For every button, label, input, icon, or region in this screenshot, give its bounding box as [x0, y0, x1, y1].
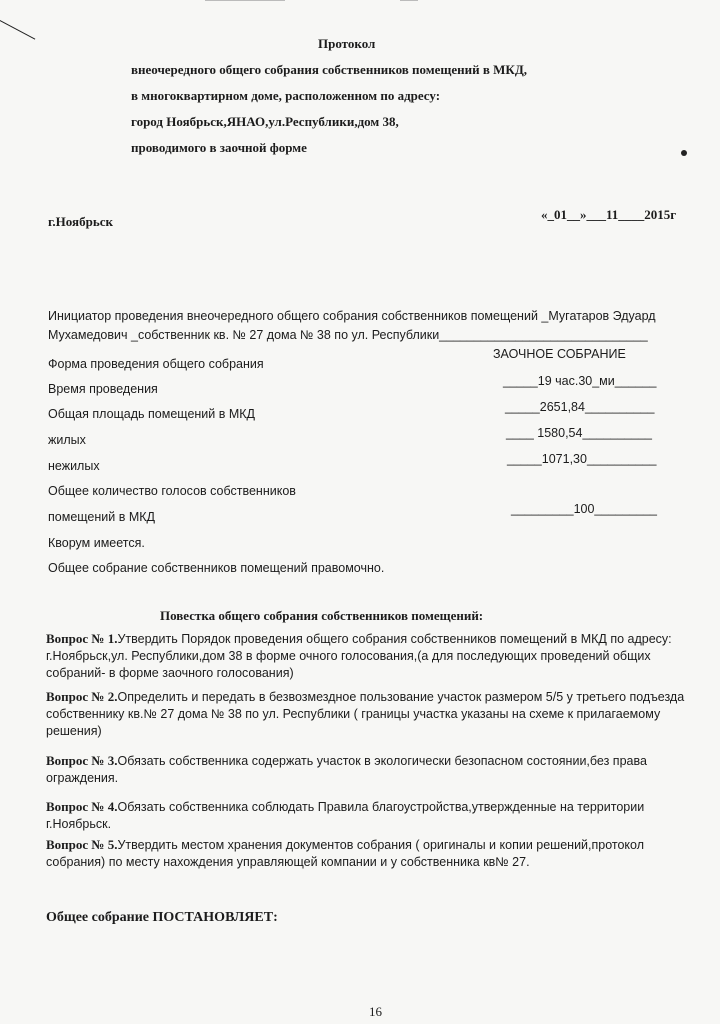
question-number: Вопрос № 2. — [46, 689, 118, 704]
competence-text: Общее собрание собственников помещений правомочно. — [48, 561, 385, 575]
agenda-question-3 — [46, 752, 706, 787]
question-text: Определить и передать в безвозмездное пользование участок размером 5/5 у третьего подъезда собственнику кв.№ 27 дома № 38 по ул. Республики ( границы участка указаны на схеме к прилагаемому решения) — [46, 690, 685, 738]
agenda-question-2 — [46, 688, 706, 740]
question-text: Утвердить местом хранения документов собрания ( оригиналы и копии решений,протокол собрания) по месту нахождения управляющей компании и у собственника кв№ 27. — [46, 838, 645, 869]
header-line-4: проводимого в заочной форме — [131, 140, 307, 155]
page-number: 16 — [369, 1004, 382, 1019]
meeting-date: «_01__»___11____2015г — [541, 207, 677, 222]
cut-off-top-text — [400, 0, 418, 1]
question-text: Утвердить Порядок проведения общего собрания собственников помещений в МКД по адресу: г.Ноябрьск,ул. Республики,дом 38 в форме очного голосования,(а для последующих проведений общих собраний- в форме заочного голосования) — [46, 632, 672, 680]
header-line-1: внеочередного общего собрания собственников помещений в МКД, — [131, 62, 528, 77]
question-number: Вопрос № 4. — [46, 799, 118, 814]
living-value: ____ 1580,54__________ — [506, 426, 652, 440]
form-value: ЗАОЧНОЕ СОБРАНИЕ — [493, 347, 626, 361]
cut-off-top-text — [205, 0, 285, 1]
place-of-meeting: г.Ноябрьск — [48, 214, 113, 229]
pen-stroke-mark — [0, 20, 35, 40]
quorum-text: Кворум имеется. — [48, 536, 145, 550]
votes-label-1: Общее количество голосов собственников — [48, 484, 296, 498]
initiator-line-2: Мухамедович _собственник кв. № 27 дома № 38 по ул. Республики______________________________ — [48, 328, 648, 342]
agenda-question-4 — [46, 798, 706, 833]
nonliving-label: нежилых — [48, 459, 100, 473]
question-number: Вопрос № 3. — [46, 753, 118, 768]
question-number: Вопрос № 1. — [46, 631, 118, 646]
area-value: _____2651,84__________ — [505, 400, 655, 414]
agenda-question-1 — [46, 630, 706, 682]
living-label: жилых — [48, 433, 86, 447]
area-label: Общая площадь помещений в МКД — [48, 407, 256, 421]
votes-value: _________100_________ — [511, 502, 657, 516]
time-value: _____19 час.30_ми______ — [503, 374, 657, 388]
form-label: Форма проведения общего собрания — [48, 357, 264, 371]
question-number: Вопрос № 5. — [46, 837, 118, 852]
header-line-3: город Ноябрьск,ЯНАО,ул.Республики,дом 38, — [131, 114, 399, 129]
ink-dot-mark — [681, 150, 687, 156]
question-text: Обязать собственника соблюдать Правила благоустройства,утвержденные на территории г.Ноябрьск. — [46, 800, 645, 831]
agenda-question-5 — [46, 836, 706, 871]
votes-label-2: помещений в МКД — [48, 510, 155, 524]
agenda-title: Повестка общего собрания собственников помещений: — [160, 608, 484, 623]
initiator-line-1: Инициатор проведения внеочередного общего собрания собственников помещений _Мугатаров Эдуард — [48, 309, 656, 323]
resolution-lead: Общее собрание — [46, 910, 153, 925]
nonliving-value: _____1071,30__________ — [507, 452, 657, 466]
header-line-2: в многоквартирном доме, расположенном по адресу: — [131, 88, 441, 103]
resolution-heading — [46, 910, 278, 926]
resolution-word: ПОСТАНОВЛЯЕТ: — [152, 910, 278, 925]
time-label: Время проведения — [48, 382, 158, 396]
question-text: Обязать собственника содержать участок в экологически безопасном состоянии,без права ограждения. — [46, 754, 647, 785]
protocol-title: Протокол — [318, 36, 376, 51]
